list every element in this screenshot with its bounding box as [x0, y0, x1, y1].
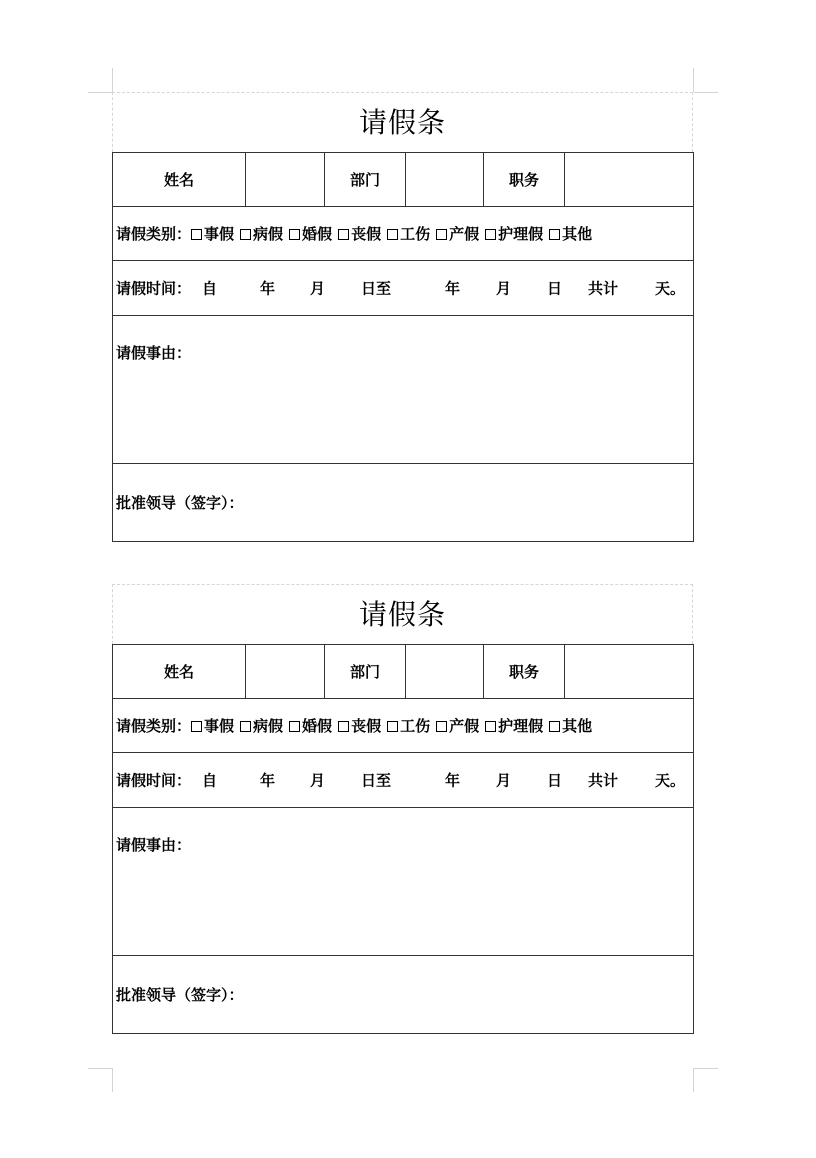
leave-type-option[interactable]	[338, 715, 381, 736]
reason-field[interactable]	[113, 808, 694, 956]
option-label: 病假	[253, 225, 284, 243]
leave-form-table	[112, 152, 694, 542]
time-month-1: 月	[310, 771, 326, 790]
department-label: 部门	[325, 153, 406, 207]
crop-mark-bottom-right-v	[693, 1068, 694, 1092]
approval-field[interactable]	[113, 464, 694, 542]
name-field[interactable]	[246, 645, 325, 699]
time-year-1: 年	[260, 771, 276, 790]
checkbox-icon[interactable]	[549, 721, 560, 732]
position-label: 职务	[484, 645, 565, 699]
position-field[interactable]	[565, 645, 694, 699]
checkbox-icon[interactable]	[240, 229, 251, 240]
checkbox-icon[interactable]	[289, 229, 300, 240]
leave-type-row	[113, 207, 694, 261]
reason-label: 请假事由：	[116, 836, 192, 854]
checkbox-icon[interactable]	[549, 229, 560, 240]
time-day-2: 日	[547, 279, 563, 298]
leave-type-option[interactable]	[387, 715, 430, 736]
leave-type-option[interactable]	[240, 223, 283, 244]
checkbox-icon[interactable]	[191, 229, 202, 240]
slip-title: 请假条	[112, 584, 693, 644]
checkbox-icon[interactable]	[387, 229, 398, 240]
time-days: 天。	[655, 771, 686, 790]
leave-type-option[interactable]	[191, 715, 234, 736]
crop-mark-bottom-right-h	[694, 1068, 718, 1069]
leave-type-option[interactable]	[338, 223, 381, 244]
option-label: 产假	[449, 225, 480, 243]
reason-label: 请假事由：	[116, 344, 192, 362]
leave-time-label: 请假时间：	[116, 771, 192, 790]
approval-label: 批准领导（签字）：	[116, 986, 244, 1004]
option-label: 工伤	[400, 717, 431, 735]
leave-time-row[interactable]	[113, 261, 694, 316]
option-label: 护理假	[498, 717, 544, 735]
leave-time-row[interactable]	[113, 753, 694, 808]
leave-time-label: 请假时间：	[116, 279, 192, 298]
time-month-2: 月	[496, 771, 512, 790]
checkbox-icon[interactable]	[387, 721, 398, 732]
name-field[interactable]	[246, 153, 325, 207]
checkbox-icon[interactable]	[436, 229, 447, 240]
time-total: 共计	[588, 279, 619, 298]
time-days: 天。	[655, 279, 686, 298]
option-label: 产假	[449, 717, 480, 735]
reason-field[interactable]	[113, 316, 694, 464]
leave-type-option[interactable]	[387, 223, 430, 244]
checkbox-icon[interactable]	[240, 721, 251, 732]
time-from: 自	[202, 279, 218, 298]
time-year-2: 年	[445, 771, 461, 790]
option-label: 事假	[204, 225, 235, 243]
checkbox-icon[interactable]	[191, 721, 202, 732]
position-label: 职务	[484, 153, 565, 207]
name-label: 姓名	[113, 153, 246, 207]
crop-mark-top-right-h	[694, 92, 718, 93]
time-from: 自	[202, 771, 218, 790]
time-month-1: 月	[310, 279, 326, 298]
crop-mark-top-left-v	[112, 68, 113, 92]
option-label: 事假	[204, 717, 235, 735]
time-total: 共计	[588, 771, 619, 790]
option-label: 病假	[253, 717, 284, 735]
time-day-2: 日	[547, 771, 563, 790]
checkbox-icon[interactable]	[289, 721, 300, 732]
department-field[interactable]	[406, 645, 484, 699]
option-label: 护理假	[498, 225, 544, 243]
checkbox-icon[interactable]	[485, 229, 496, 240]
option-label: 丧假	[351, 717, 382, 735]
leave-type-label: 请假类别：	[116, 717, 192, 735]
leave-type-option[interactable]	[240, 715, 283, 736]
crop-mark-bottom-left-h	[88, 1068, 112, 1069]
crop-mark-bottom-left-v	[112, 1068, 113, 1092]
time-day-to: 日至	[361, 279, 392, 298]
time-month-2: 月	[496, 279, 512, 298]
time-day-to: 日至	[361, 771, 392, 790]
approval-field[interactable]	[113, 956, 694, 1034]
leave-type-option[interactable]	[289, 223, 332, 244]
option-label: 丧假	[351, 225, 382, 243]
option-label: 其他	[562, 717, 593, 735]
leave-type-option[interactable]	[549, 715, 592, 736]
option-label: 工伤	[400, 225, 431, 243]
crop-mark-top-left-h	[88, 92, 112, 93]
leave-type-option[interactable]	[436, 223, 479, 244]
leave-type-option[interactable]	[549, 223, 592, 244]
time-year-1: 年	[260, 279, 276, 298]
option-label: 婚假	[302, 225, 333, 243]
leave-type-option[interactable]	[485, 715, 543, 736]
checkbox-icon[interactable]	[485, 721, 496, 732]
leave-type-option[interactable]	[289, 715, 332, 736]
position-field[interactable]	[565, 153, 694, 207]
slip-title: 请假条	[112, 92, 693, 152]
option-label: 其他	[562, 225, 593, 243]
crop-mark-top-right-v	[693, 68, 694, 92]
leave-type-option[interactable]	[191, 223, 234, 244]
department-label: 部门	[325, 645, 406, 699]
leave-type-label: 请假类别：	[116, 225, 192, 243]
department-field[interactable]	[406, 153, 484, 207]
approval-label: 批准领导（签字）：	[116, 494, 244, 512]
leave-type-option[interactable]	[485, 223, 543, 244]
name-label: 姓名	[113, 645, 246, 699]
checkbox-icon[interactable]	[338, 229, 349, 240]
leave-form-table	[112, 644, 694, 1034]
leave-type-option[interactable]	[436, 715, 479, 736]
checkbox-icon[interactable]	[338, 721, 349, 732]
option-label: 婚假	[302, 717, 333, 735]
time-year-2: 年	[445, 279, 461, 298]
leave-type-row	[113, 699, 694, 753]
checkbox-icon[interactable]	[436, 721, 447, 732]
